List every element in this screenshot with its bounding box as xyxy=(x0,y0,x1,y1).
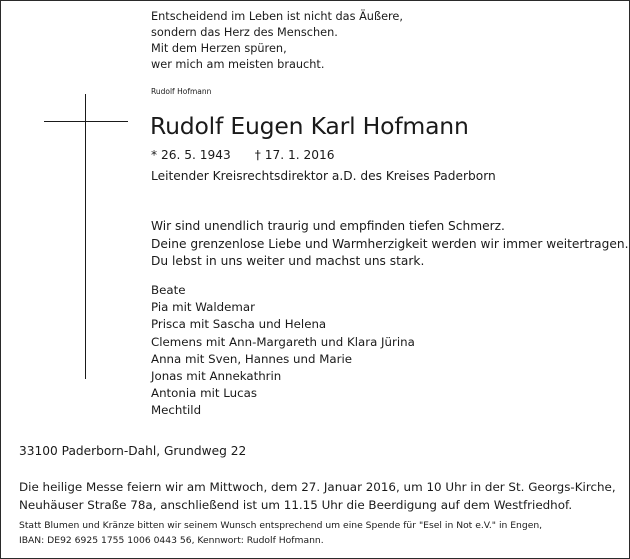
life-dates xyxy=(151,148,335,162)
cross-icon-vertical xyxy=(85,94,86,379)
memorial-poem xyxy=(151,9,403,73)
deceased-name: Rudolf Eugen Karl Hofmann xyxy=(150,112,469,140)
donation-info xyxy=(19,518,542,548)
death-date: † 17. 1. 2016 xyxy=(254,148,335,162)
poem-line: sondern das Herz des Menschen. xyxy=(151,26,338,39)
poem-line: Entscheidend im Leben ist nicht das Äußere, xyxy=(151,10,403,23)
mourner-item: Pia mit Waldemar xyxy=(151,300,255,315)
mourner-item: Jonas mit Annekathrin xyxy=(151,368,282,383)
cross-icon-horizontal xyxy=(44,121,128,122)
mourner-item: Beate xyxy=(151,283,186,297)
funeral-line: Die heilige Messe feiern wir am Mittwoch, dem 27. Januar 2016, um 10 Uhr in der St. Georgs-Kirche, xyxy=(19,480,616,494)
grief-line: Wir sind unendlich traurig und empfinden tiefen Schmerz. xyxy=(151,219,505,233)
grief-line: Du lebst in uns weiter und machst uns stark. xyxy=(151,254,425,268)
birth-date: * 26. 5. 1943 xyxy=(151,148,231,162)
mourners-list xyxy=(151,282,415,420)
family-address: 33100 Paderborn-Dahl, Grundweg 22 xyxy=(19,444,247,458)
poem-author: Rudolf Hofmann xyxy=(151,87,212,96)
deceased-role: Leitender Kreisrechtsdirektor a.D. des Kreises Paderborn xyxy=(151,169,496,183)
donation-line: IBAN: DE92 6925 1755 1006 0443 56, Kennwort: Rudolf Hofmann. xyxy=(19,535,324,546)
mourner-item: Anna mit Sven, Hannes und Marie xyxy=(151,351,353,366)
mourner-item: Mechtild xyxy=(151,403,202,418)
funeral-line: Neuhäuser Straße 78a, anschließend ist um 11.15 Uhr die Beerdigung auf dem Westfriedhof. xyxy=(19,497,573,512)
mourner-item: Prisca mit Sascha und Helena xyxy=(151,317,327,332)
mourner-item: Clemens mit Ann-Margareth und Klara Jürina xyxy=(151,334,415,349)
poem-line: Mit dem Herzen spüren, xyxy=(151,42,287,55)
mourner-item: Antonia mit Lucas xyxy=(151,386,257,401)
donation-line: Statt Blumen und Kränze bitten wir seinem Wunsch entsprechend um eine Spende für "Esel in Not e.V." in Engen, xyxy=(19,520,543,531)
funeral-info xyxy=(19,479,616,514)
grief-text xyxy=(151,218,629,271)
grief-line: Deine grenzenlose Liebe und Warmherzigkeit werden wir immer weitertragen. xyxy=(151,236,629,251)
poem-line: wer mich am meisten braucht. xyxy=(151,58,325,71)
